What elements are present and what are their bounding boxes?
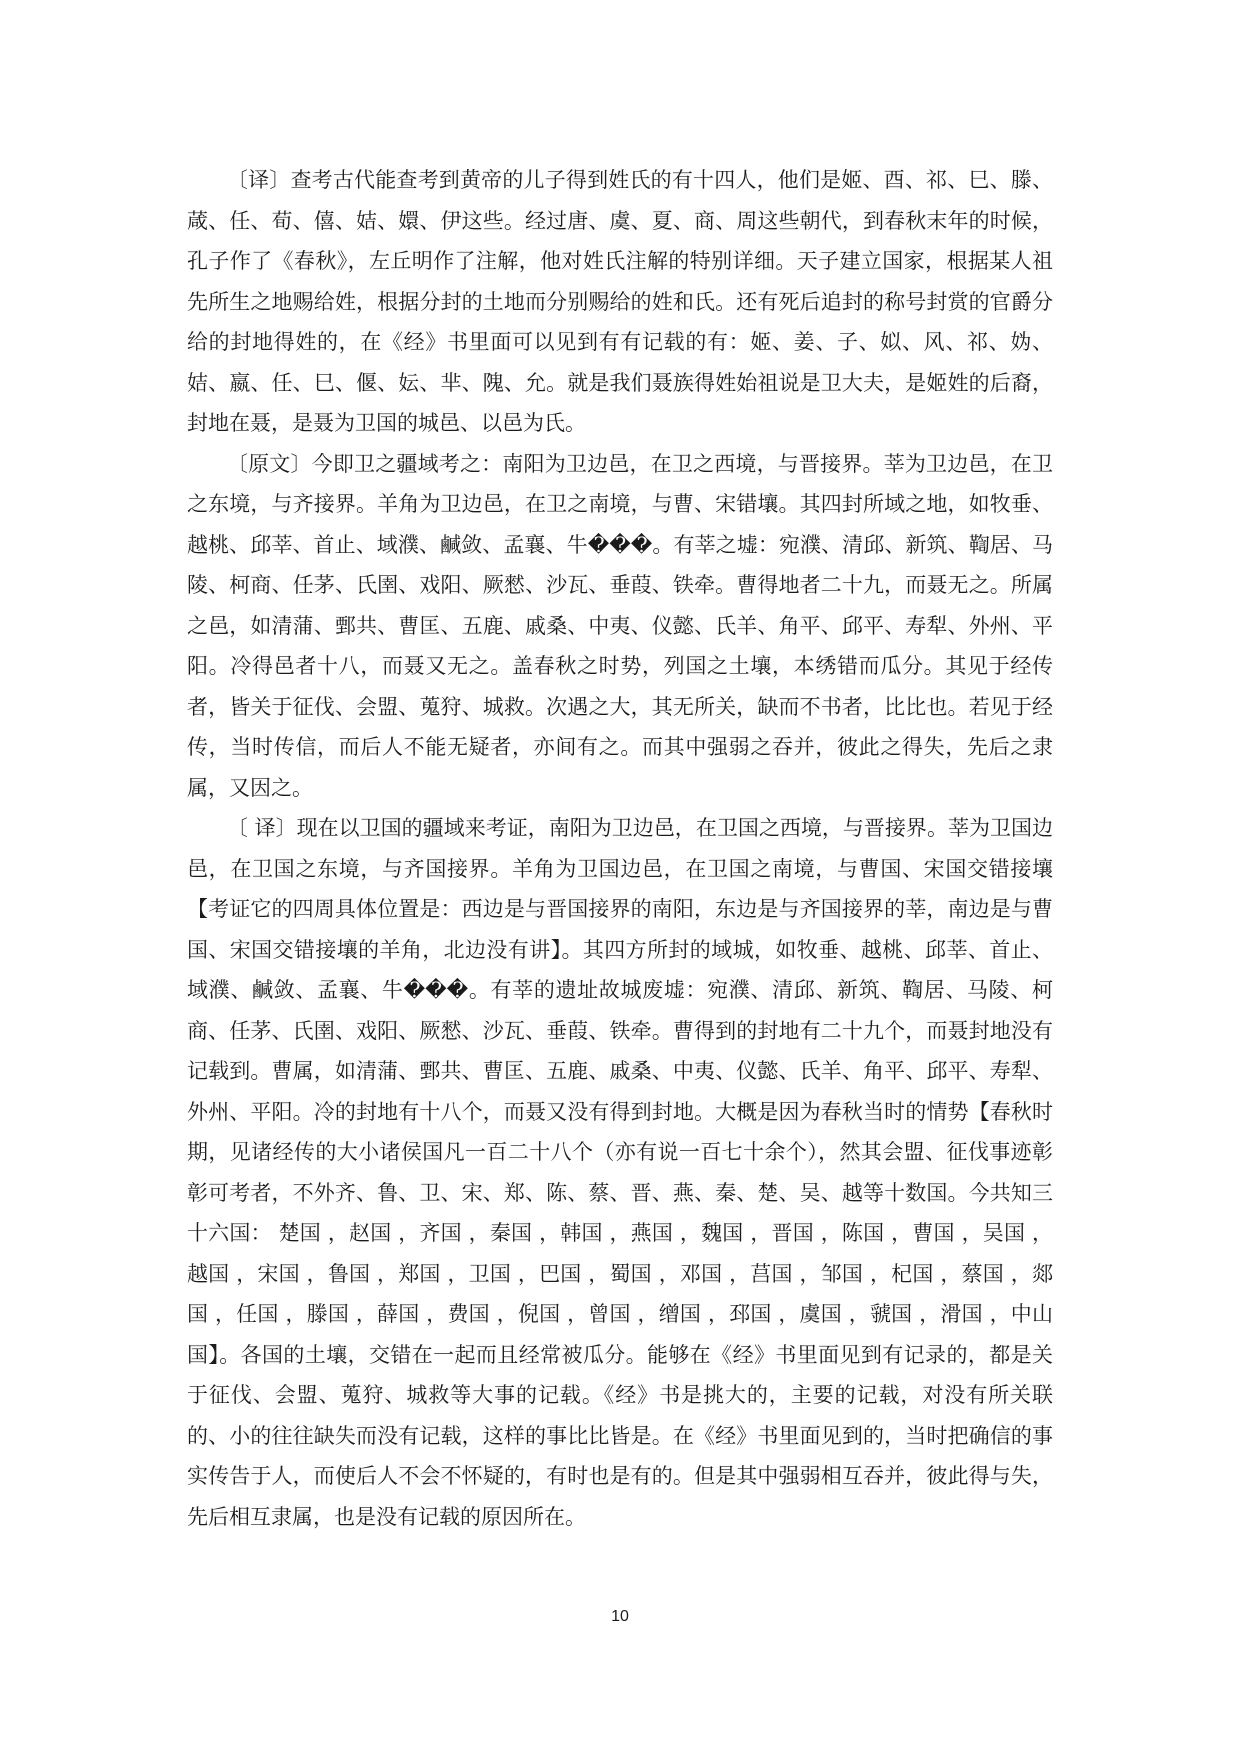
paragraph-original-text: 〔原文〕今即卫之疆域考之：南阳为卫边邑，在卫之西境，与晋接界。莘为卫边邑，在卫之东境，与齐接界。羊角为卫边邑，在卫之南境，与曹、宋错壤。其四封所域之地，如牧垂、越桃、邱莘、首止、域濮、鹹敛、孟襄、牛���。有莘之墟：宛濮、清邱、新筑、鞫居、马陵、柯商、任茅、氏圉、戏阳、厥憖、沙瓦、垂葭、铁牵。曹得地者二十九，而聂无之。所属之邑，如清蒲、鄄共、曹匡、五鹿、戚桑、中夷、仪懿、氏羊、角平、邱平、寿犁、外州、平阳。冷得邑者十八，而聂又无之。盖春秋之时势，列国之土壤，本绣错而瓜分。其见于经传者，皆关于征伐、会盟、蒐狩、城救。次遇之大，其无所关，缺而不书者，比比也。若见于经传，当时传信，而后人不能无疑者，亦间有之。而其中强弱之吞并，彼此之得失，先后之隶属，又因之。: [187, 451, 1053, 800]
paragraph-translation-1: 〔译〕查考古代能查考到黄帝的儿子得到姓氏的有十四人，他们是姬、酉、祁、巳、滕、葴、任、荀、僖、姞、嬛、伊这些。经过唐、虞、夏、商、周这些朝代，到春秋末年的时候，孔子作了《春秋》，左丘明作了注解，他对姓氏注解的特别详细。天子建立国家，根据某人祖先所生之地赐给姓，根据分封的土地而分别赐给的姓和氏。还有死后追封的称号封赏的官爵分给的封地得姓的，在《经》书里面可以见到有有记载的有：姬、姜、子、姒、风、祁、妫、姞、嬴、任、巳、偃、妘、芈、隗、允。就是我们聂族得姓始祖说是卫大夫，是姬姓的后裔，封地在聂，是聂为卫国的城邑、以邑为氏。: [187, 168, 1053, 435]
page-number: 10: [611, 1608, 629, 1625]
body-text: [187, 160, 1053, 1537]
paragraph-translation-2: 〔 译〕现在以卫国的疆域来考证，南阳为卫边邑，在卫国之西境，与晋接界。莘为卫国边邑，在卫国之东境，与齐国接界。羊角为卫国边邑，在卫国之南境，与曹国、宋国交错接壤【考证它的四周具体位置是：西边是与晋国接界的南阳，东边是与齐国接界的莘，南边是与曹国、宋国交错接壤的羊角，北边没有讲】。其四方所封的域城，如牧垂、越桃、邱莘、首止、域濮、鹹敛、孟襄、牛���。有莘的遗址故城废墟：宛濮、清邱、新筑、鞫居、马陵、柯商、任茅、氏圉、戏阳、厥憖、沙瓦、垂葭、铁牵。曹得到的封地有二十九个，而聂封地没有记载到。曹属，如清蒲、鄄共、曹匡、五鹿、戚桑、中夷、仪懿、氏羊、角平、邱平、寿犁、外州、平阳。冷的封地有十八个，而聂又没有得到封地。大概是因为春秋当时的情势【春秋时期，见诸经传的大小诸侯国凡一百二十八个（亦有说一百七十余个），然其会盟、征伐事迹彰彰可考者，不外齐、鲁、卫、宋、郑、陈、蔡、晋、燕、秦、楚、吴、越等十数国。今共知三十六国： 楚国 ，赵国 ，齐国 ，秦国 ，韩国 ，燕国 ，魏国 ，晋国 ，陈国 ，曹国 ，吴国 ，越国 ，宋国 ，鲁国 ，郑国 ，卫国 ，巴国 ，蜀国 ，邓国 ，莒国 ，邹国 ，杞国 ，蔡国 ，郯国 ，任国 ，滕国 ，薛国 ，费国 ，倪国 ，曾国 ，缯国 ，邳国 ，虞国 ，虢国 ，滑国 ，中山国】。各国的土壤，交错在一起而且经常被瓜分。能够在《经》书里面见到有记录的，都是关于征伐、会盟、蒐狩、城救等大事的记载。《经》书是挑大的，主要的记载，对没有所关联的、小的往往缺失而没有记载，这样的事比比皆是。在《经》书里面见到的，当时把确信的事实传告于人，而使后人不会不怀疑的，有时也是有的。但是其中强弱相互吞并，彼此得与失，先后相互隶属，也是没有记载的原因所在。: [187, 816, 1053, 1529]
